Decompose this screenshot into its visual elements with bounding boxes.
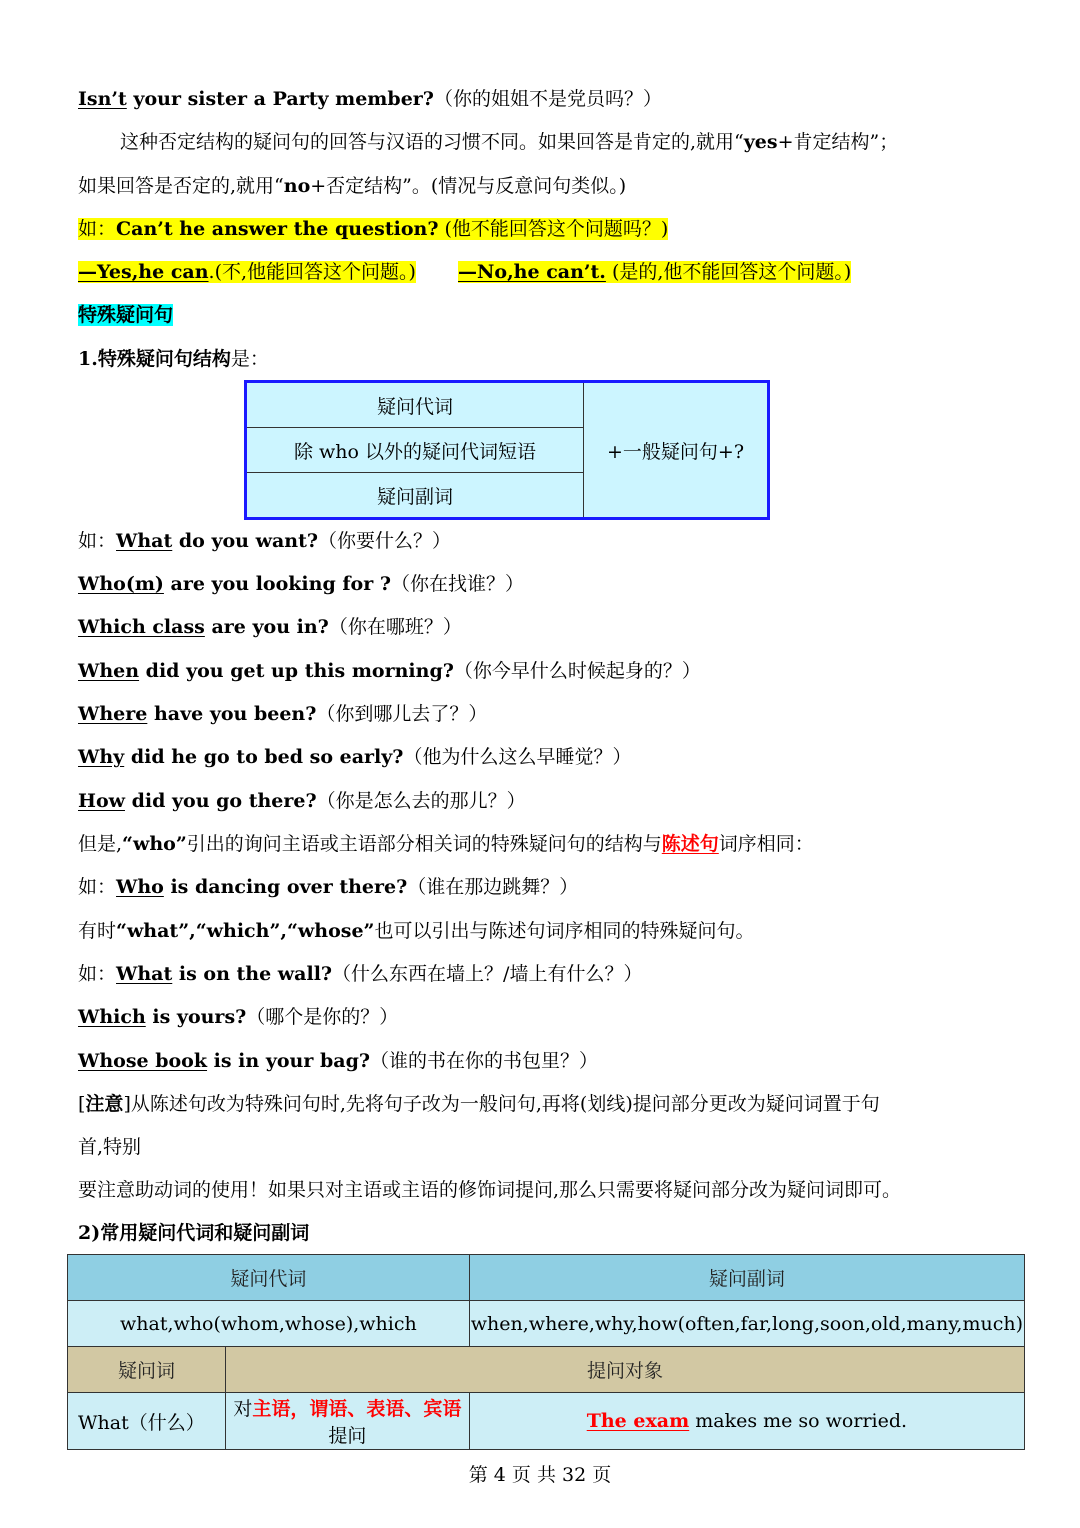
example-line: How did you go there?（你是怎么去的那儿？） — [78, 790, 526, 812]
paragraph-negative-answer-2: 如果回答是否定的,就用“no+否定结构”。(情况与反意问句类似。) — [78, 175, 627, 197]
question-words-table — [67, 1254, 1025, 1450]
cell-pronoun: 疑问代词 — [246, 382, 584, 428]
cell-what: What（什么） — [68, 1393, 226, 1450]
header-adverb: 疑问副词 — [469, 1255, 1024, 1301]
note-line-3: 要注意助动词的使用！如果只对主语或主语的修饰词提问,那么只需要将疑问部分改为疑问词即可。 — [78, 1179, 902, 1201]
cell-pronoun-phrase: 除 who 以外的疑问代词短语 — [246, 428, 584, 473]
example-line: Where have you been?（你到哪儿去了？） — [78, 703, 488, 725]
cell-pronoun-list: what,who(whom,whose),which — [68, 1301, 470, 1347]
structure-table — [244, 380, 770, 520]
example-line: When did you get up this morning?（你今早什么时候起身的？） — [78, 660, 701, 682]
example-line: Who(m) are you looking for ?（你在找谁？） — [78, 573, 524, 595]
cell-target: 对主语，谓语、表语、宾语提问 — [226, 1393, 470, 1450]
header-pronoun: 疑问代词 — [68, 1255, 470, 1301]
cell-adverb-list: when,where,why,how(often,far,long,soon,old,many,much) — [469, 1301, 1024, 1347]
paragraph-negative-answer: 这种否定结构的疑问句的回答与汉语的习惯不同。如果回答是肯定的,就用“yes+肯定结构”； — [120, 131, 899, 153]
example-line: 如：What is on the wall?（什么东西在墙上？/墙上有什么？） — [78, 963, 643, 985]
example-answers: —Yes,he can.(不,他能回答这个问题。) —No,he can’t. (是的,他不能回答这个问题。) — [78, 261, 852, 283]
example-line: Why did he go to bed so early?（他为什么这么早睡觉？） — [78, 746, 632, 768]
sometimes-line: 有时“what”,“which”,“whose”也可以引出与陈述句词序相同的特殊疑问句。 — [78, 920, 755, 942]
common-words-heading: 2)常用疑问代词和疑问副词 — [78, 1222, 310, 1244]
structure-heading: 1.特殊疑问句结构是： — [78, 348, 269, 370]
page-footer: 第 4 页 共 32 页 — [468, 1464, 612, 1486]
example-line: 如：What do you want?（你要什么？） — [78, 530, 452, 552]
example-line: Which class are you in?（你在哪班？） — [78, 616, 462, 638]
cell-adverb: 疑问副词 — [246, 473, 584, 519]
example-cant-he: 如：Can’t he answer the question? (他不能回答这个问题吗？) — [78, 218, 669, 240]
section-heading: 特殊疑问句 — [78, 304, 174, 326]
line-isnt-sister: Isn’t your sister a Party member?（你的姐姐不是党员吗？） — [78, 88, 662, 110]
but-who-line: 但是,“who”引出的询问主语或主语部分相关词的特殊疑问句的结构与陈述句词序相同： — [78, 833, 814, 855]
header-target: 提问对象 — [226, 1347, 1025, 1393]
example-line: Whose book is in your bag?（谁的书在你的书包里？） — [78, 1050, 599, 1072]
header-question-word: 疑问词 — [68, 1347, 226, 1393]
note-line-2: 首,特别 — [78, 1136, 142, 1158]
cell-general-question: +一般疑问句+? — [584, 382, 769, 519]
cell-example: The exam makes me so worried. — [469, 1393, 1024, 1450]
note-line: [注意]从陈述句改为特殊问句时,先将句子改为一般问句,再将(划线)提问部分更改为疑问词置于句 — [78, 1093, 880, 1115]
example-line: Which is yours?（哪个是你的？） — [78, 1006, 399, 1028]
example-line: 如：Who is dancing over there?（谁在那边跳舞？） — [78, 876, 579, 898]
